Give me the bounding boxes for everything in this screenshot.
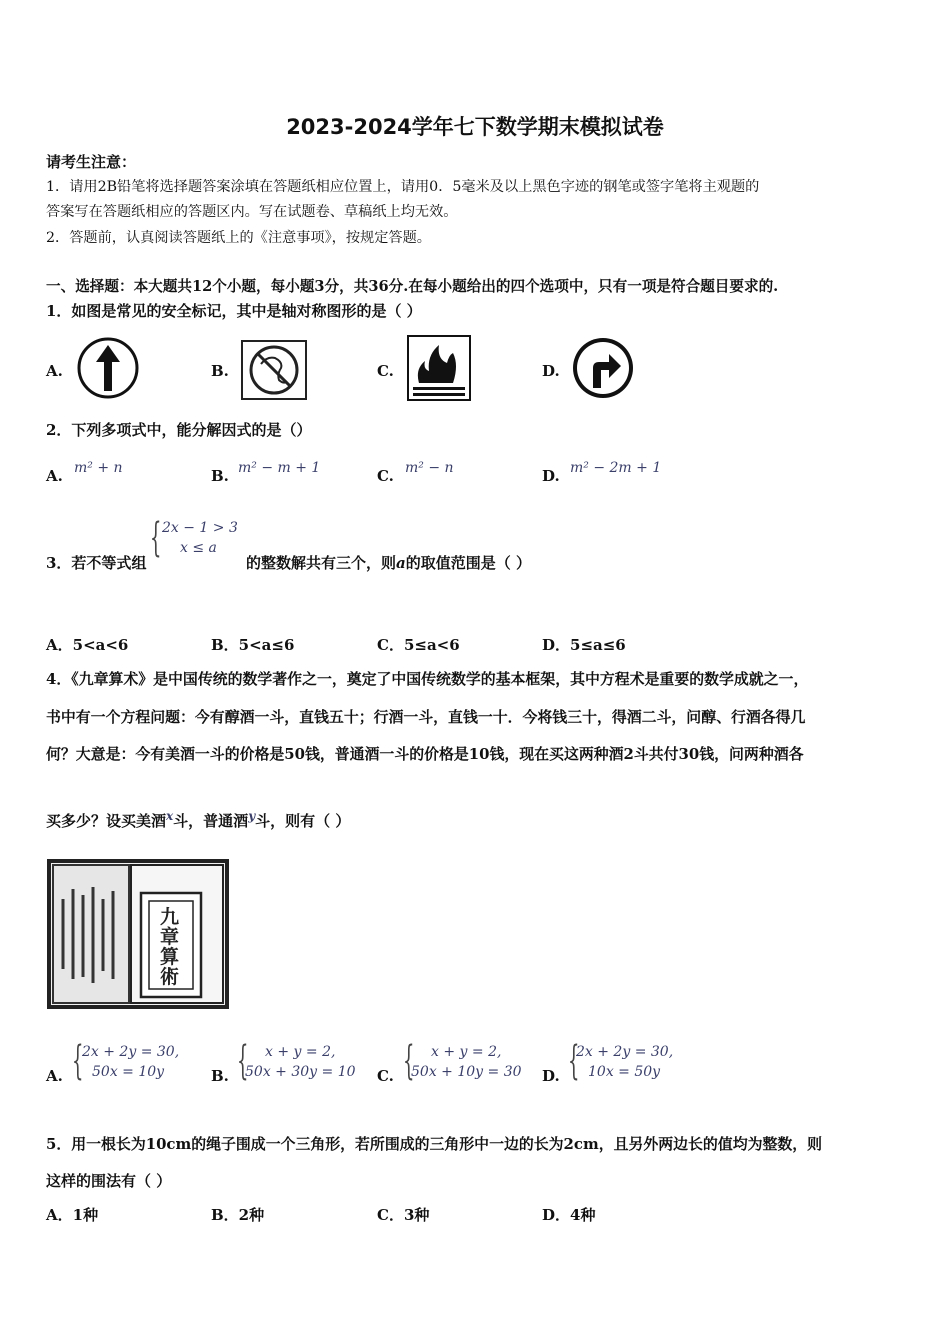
q4-label-a: A. bbox=[46, 1067, 63, 1085]
q3-stem-post bbox=[246, 553, 531, 573]
q4-label-c: C. bbox=[377, 1067, 394, 1085]
q4-var-x: x bbox=[166, 809, 174, 823]
q2-label-c: C. bbox=[377, 467, 394, 485]
q5-option-d: D．4种 bbox=[542, 1206, 596, 1224]
up-arrow-sign-icon bbox=[76, 336, 140, 400]
q3-stem-pre: 3．若不等式组 bbox=[46, 554, 147, 572]
q4-option-c-eq2: 50x + 10y = 30 bbox=[411, 1064, 522, 1080]
q4-line-4-a: 买多少？设买美酒 bbox=[46, 812, 167, 830]
q4-option-a-eq2: 50x = 10y bbox=[92, 1064, 165, 1080]
q4-var-y: y bbox=[248, 809, 256, 823]
q3-option-d: D．5≤a≤6 bbox=[542, 636, 626, 654]
notice-line-3: 2．答题前，认真阅读答题纸上的《注意事项》，按规定答题。 bbox=[46, 230, 431, 246]
q4-option-c-eq1: x + y = 2, bbox=[431, 1044, 502, 1060]
book-title: 九章算術 bbox=[160, 906, 180, 988]
q3-option-b: B．5<a≤6 bbox=[211, 636, 295, 654]
q4-option-d: { 2x + 2y = 30, 10x = 50y bbox=[568, 1038, 674, 1084]
q5-option-b: B．2种 bbox=[211, 1206, 265, 1224]
q4-option-a: { 2x + 2y = 30, 50x = 10y bbox=[72, 1038, 180, 1084]
q4-option-d-eq2: 10x = 50y bbox=[588, 1064, 661, 1080]
section-heading: 一、选择题：本大题共12个小题，每小题3分，共36分.在每小题给出的四个选项中，只有一项是符合题目要求的. bbox=[46, 278, 779, 295]
q4-line-4 bbox=[46, 806, 350, 831]
no-phone-sign-icon bbox=[241, 340, 307, 400]
q4-line-1: 4．《九章算术》是中国传统的数学著作之一，奠定了中国传统数学的基本框架，其中方程术是重要的数学成就之一， bbox=[46, 670, 809, 688]
q5-line-1: 5．用一根长为10cm的绳子围成一个三角形，若所围成的三角形中一边的长为2cm，且另外两边长的值均为整数，则 bbox=[46, 1135, 823, 1153]
q4-label-d: D. bbox=[542, 1067, 560, 1085]
book-image bbox=[47, 859, 229, 1009]
q4-option-d-eq1: 2x + 2y = 30, bbox=[576, 1044, 674, 1060]
q4-option-b-eq2: 50x + 30y = 10 bbox=[245, 1064, 356, 1080]
notice-heading: 请考生注意： bbox=[46, 153, 137, 171]
q4-line-4-b: 斗，普通酒 bbox=[173, 812, 249, 830]
flammable-sign-icon bbox=[407, 335, 471, 401]
q4-label-b: B. bbox=[211, 1067, 229, 1085]
q2-label-a: A. bbox=[46, 467, 63, 485]
q2-option-c: m² − n bbox=[405, 460, 454, 476]
q2-label-d: D. bbox=[542, 467, 560, 485]
q3-stem-end: 的取值范围是（ ） bbox=[405, 554, 531, 572]
q3-inequality-1: 2x − 1 > 3 bbox=[162, 520, 238, 536]
q2-label-b: B. bbox=[211, 467, 229, 485]
q1-label-a: A. bbox=[46, 362, 63, 380]
q3-inequality-system: { 2x − 1 > 3 x ≤ a bbox=[150, 515, 238, 561]
q2-option-d: m² − 2m + 1 bbox=[570, 460, 662, 476]
q3-var-a: a bbox=[396, 554, 406, 572]
q4-line-4-c: 斗，则有（ ） bbox=[255, 812, 351, 830]
q2-option-b: m² − m + 1 bbox=[238, 460, 321, 476]
q1-stem: 1．如图是常见的安全标记，其中是轴对称图形的是（ ） bbox=[46, 302, 422, 320]
q4-line-2: 书中有一个方程问题：今有醇酒一斗，直钱五十；行酒一斗，直钱一十．今将钱三十，得酒二斗，问醇、行酒各得几 bbox=[46, 708, 806, 726]
notice-line-1: 1．请用2B铅笔将选择题答案涂填在答题纸相应位置上，请用0．5毫米及以上黑色字迹的钢笔或签字笔将主观题的 bbox=[46, 179, 760, 195]
right-turn-sign-icon bbox=[571, 336, 635, 400]
q1-label-d: D. bbox=[542, 362, 560, 380]
q1-label-b: B. bbox=[211, 362, 229, 380]
q3-option-c: C．5≤a<6 bbox=[377, 636, 460, 654]
q2-option-a: m² + n bbox=[74, 460, 123, 476]
q4-option-a-eq1: 2x + 2y = 30, bbox=[82, 1044, 180, 1060]
q4-option-c: { x + y = 2, 50x + 10y = 30 bbox=[403, 1038, 522, 1084]
q4-line-3: 何？大意是：今有美酒一斗的价格是50钱，普通酒一斗的价格是10钱，现在买这两种酒2斗共付30钱，问两种酒各 bbox=[46, 745, 804, 763]
q3-stem-post-text: 的整数解共有三个，则 bbox=[246, 554, 397, 572]
q5-option-a: A．1种 bbox=[46, 1206, 99, 1224]
q4-option-b-eq1: x + y = 2, bbox=[265, 1044, 336, 1060]
q4-option-b: { x + y = 2, 50x + 30y = 10 bbox=[237, 1038, 356, 1084]
q5-line-2: 这样的围法有（ ） bbox=[46, 1172, 172, 1190]
page-title: 2023-2024学年七下数学期末模拟试卷 bbox=[286, 115, 664, 139]
q3-option-a: A．5<a<6 bbox=[46, 636, 129, 654]
q2-stem: 2．下列多项式中，能分解因式的是（） bbox=[46, 421, 312, 439]
q3-inequality-2: x ≤ a bbox=[180, 540, 217, 556]
q1-label-c: C. bbox=[377, 362, 394, 380]
q5-option-c: C．3种 bbox=[377, 1206, 430, 1224]
notice-line-2: 答案写在答题纸相应的答题区内。写在试题卷、草稿纸上均无效。 bbox=[46, 204, 458, 220]
